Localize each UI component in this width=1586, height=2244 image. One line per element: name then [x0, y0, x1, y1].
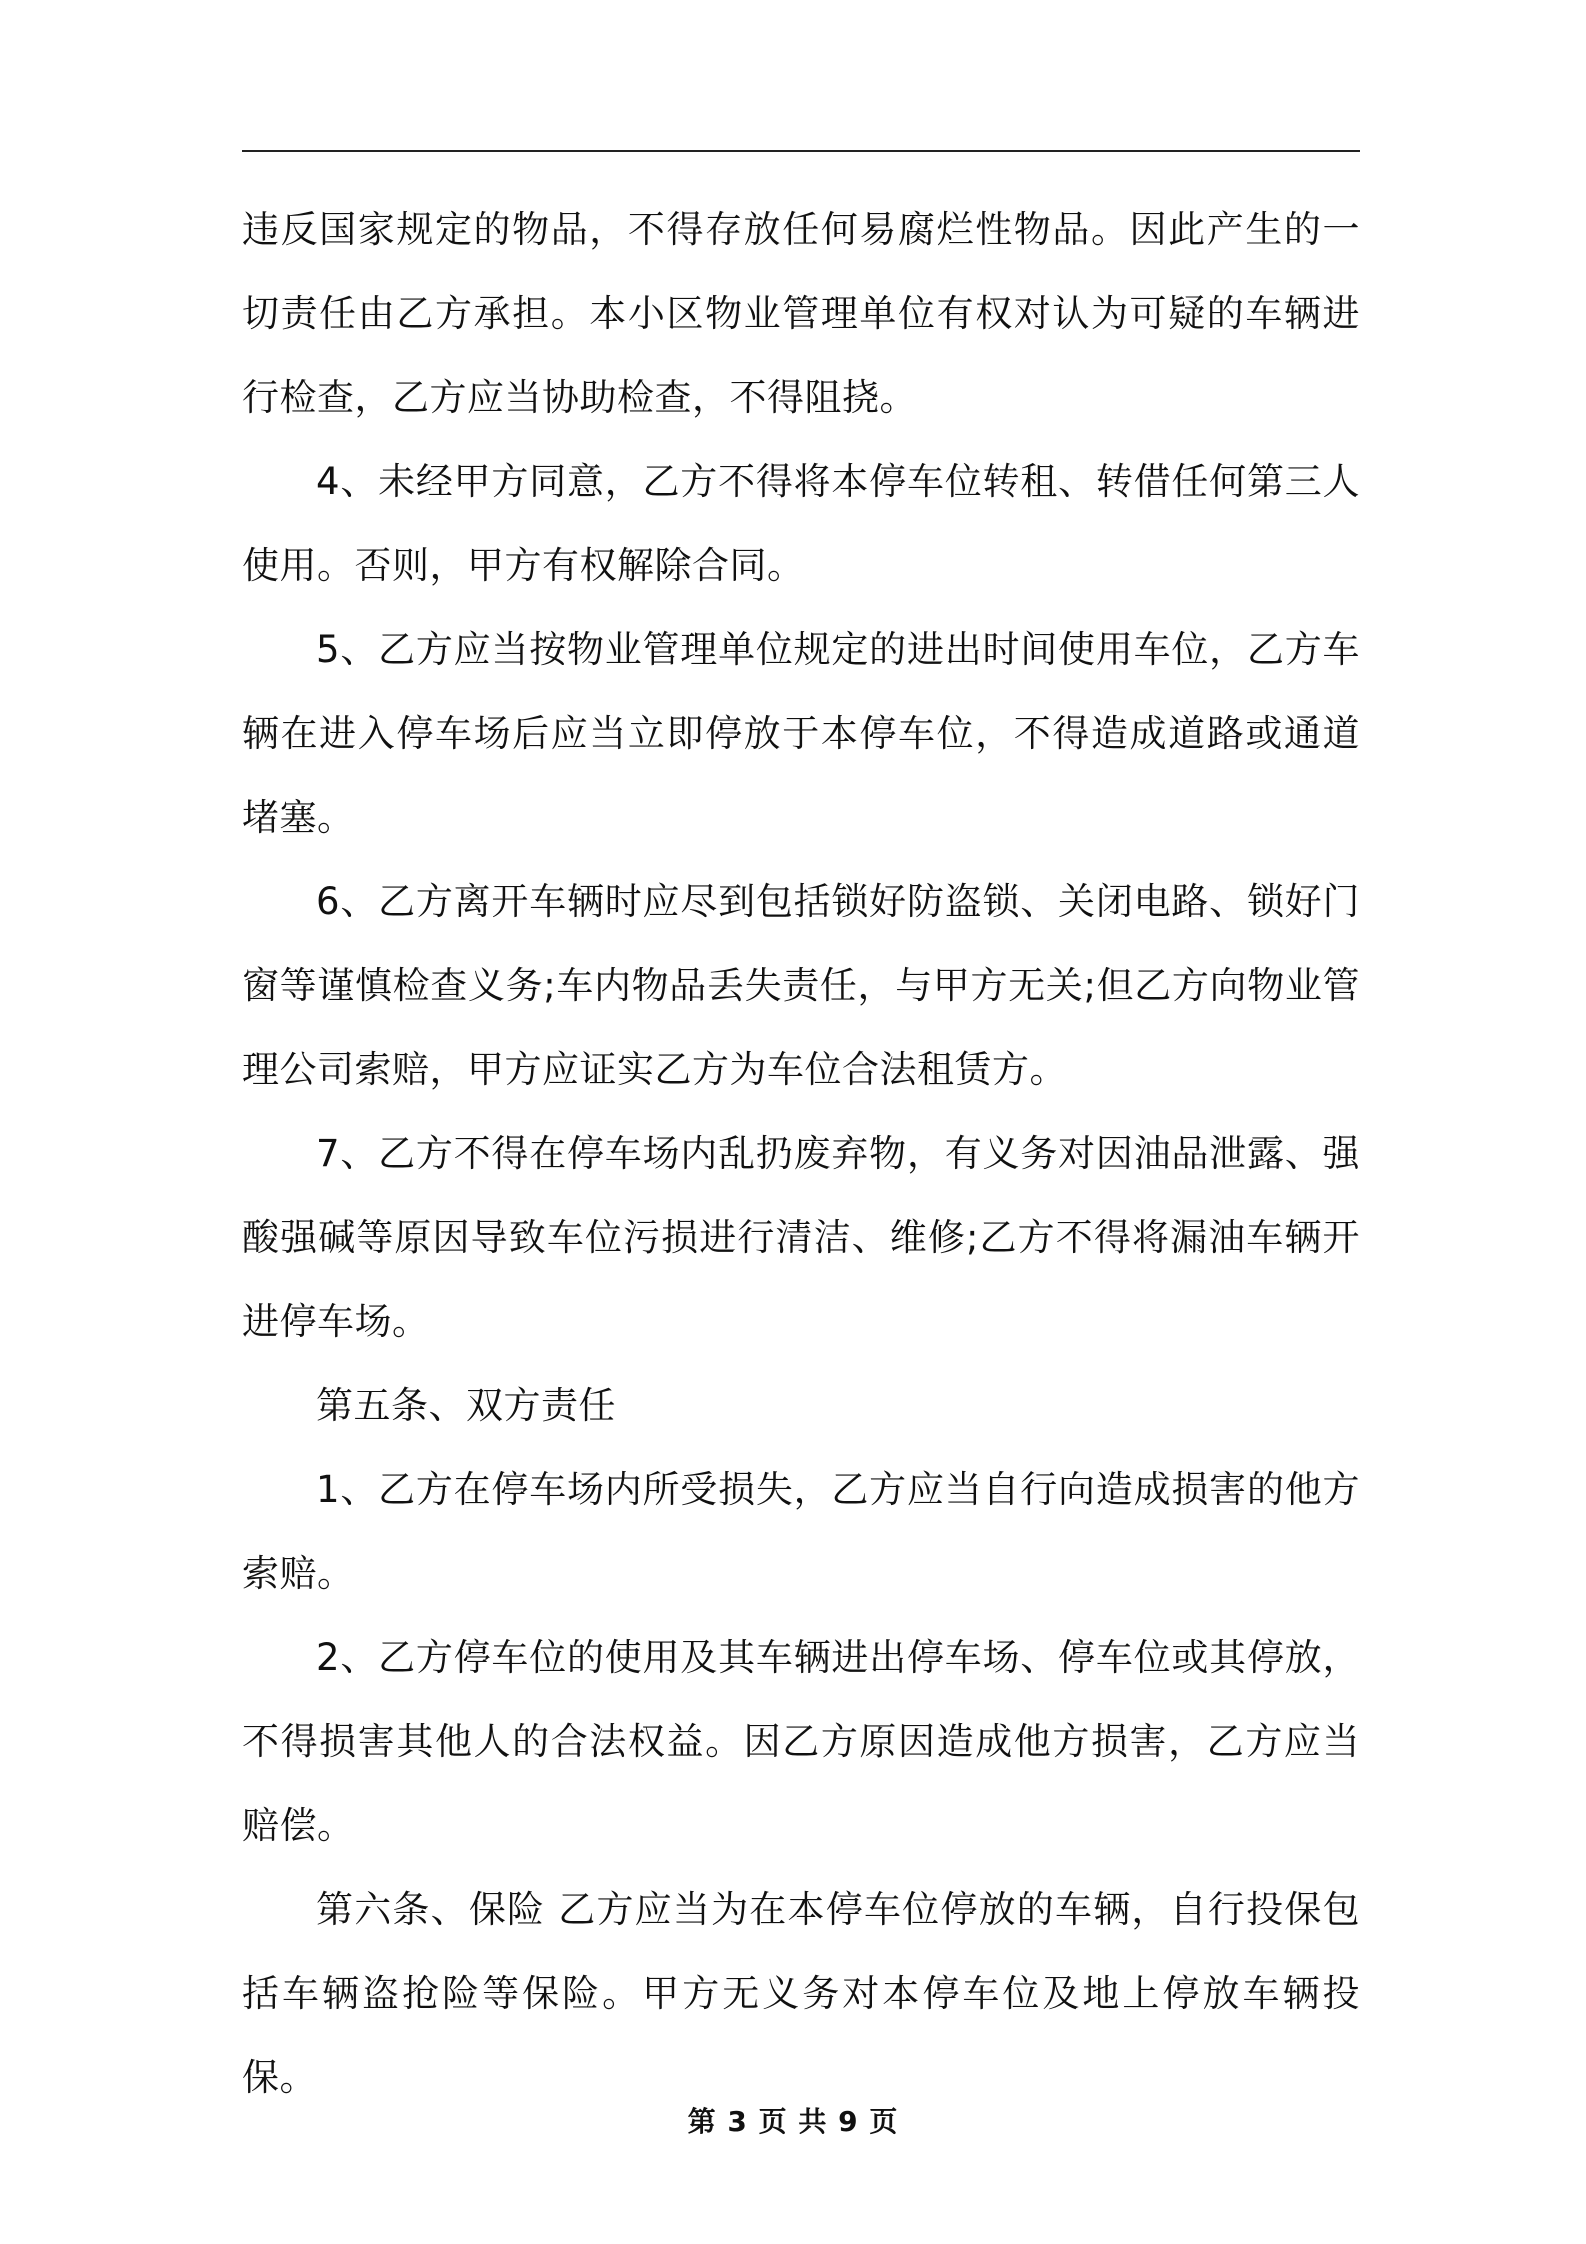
- article-6-insurance: 第六条、保险 乙方应当为在本停车位停放的车辆，自行投保包括车辆盗抢险等保险。甲方无义务对本停车位及地上停放车辆投保。: [242, 1888, 1360, 2099]
- responsibility-1: 1、乙方在停车场内所受损失，乙方应当自行向造成损害的他方索赔。: [242, 1468, 1360, 1595]
- document-body: [242, 188, 1360, 2120]
- paragraph-continuation: 违反国家规定的物品，不得存放任何易腐烂性物品。因此产生的一切责任由乙方承担。本小区物业管理单位有权对认为可疑的车辆进行检查，乙方应当协助检查，不得阻挠。: [242, 208, 1360, 419]
- clause-7: 7、乙方不得在停车场内乱扔废弃物，有义务对因油品泄露、强酸强碱等原因导致车位污损进行清洁、维修;乙方不得将漏油车辆开进停车场。: [242, 1132, 1360, 1343]
- clause-6: 6、乙方离开车辆时应尽到包括锁好防盗锁、关闭电路、锁好门窗等谨慎检查义务;车内物品丢失责任，与甲方无关;但乙方向物业管理公司索赔，甲方应证实乙方为车位合法租赁方。: [242, 880, 1360, 1091]
- responsibility-2: 2、乙方停车位的使用及其车辆进出停车场、停车位或其停放，不得损害其他人的合法权益。因乙方原因造成他方损害，乙方应当赔偿。: [242, 1636, 1360, 1847]
- page-number: 第 3 页 共 9 页: [687, 2105, 899, 2138]
- article-5-heading: 第五条、双方责任: [316, 1384, 616, 1427]
- header-divider: [242, 150, 1360, 152]
- clause-5: 5、乙方应当按物业管理单位规定的进出时间使用车位，乙方车辆在进入停车场后应当立即停放于本停车位，不得造成道路或通道堵塞。: [242, 628, 1360, 839]
- clause-4: 4、未经甲方同意，乙方不得将本停车位转租、转借任何第三人使用。否则，甲方有权解除合同。: [242, 460, 1360, 587]
